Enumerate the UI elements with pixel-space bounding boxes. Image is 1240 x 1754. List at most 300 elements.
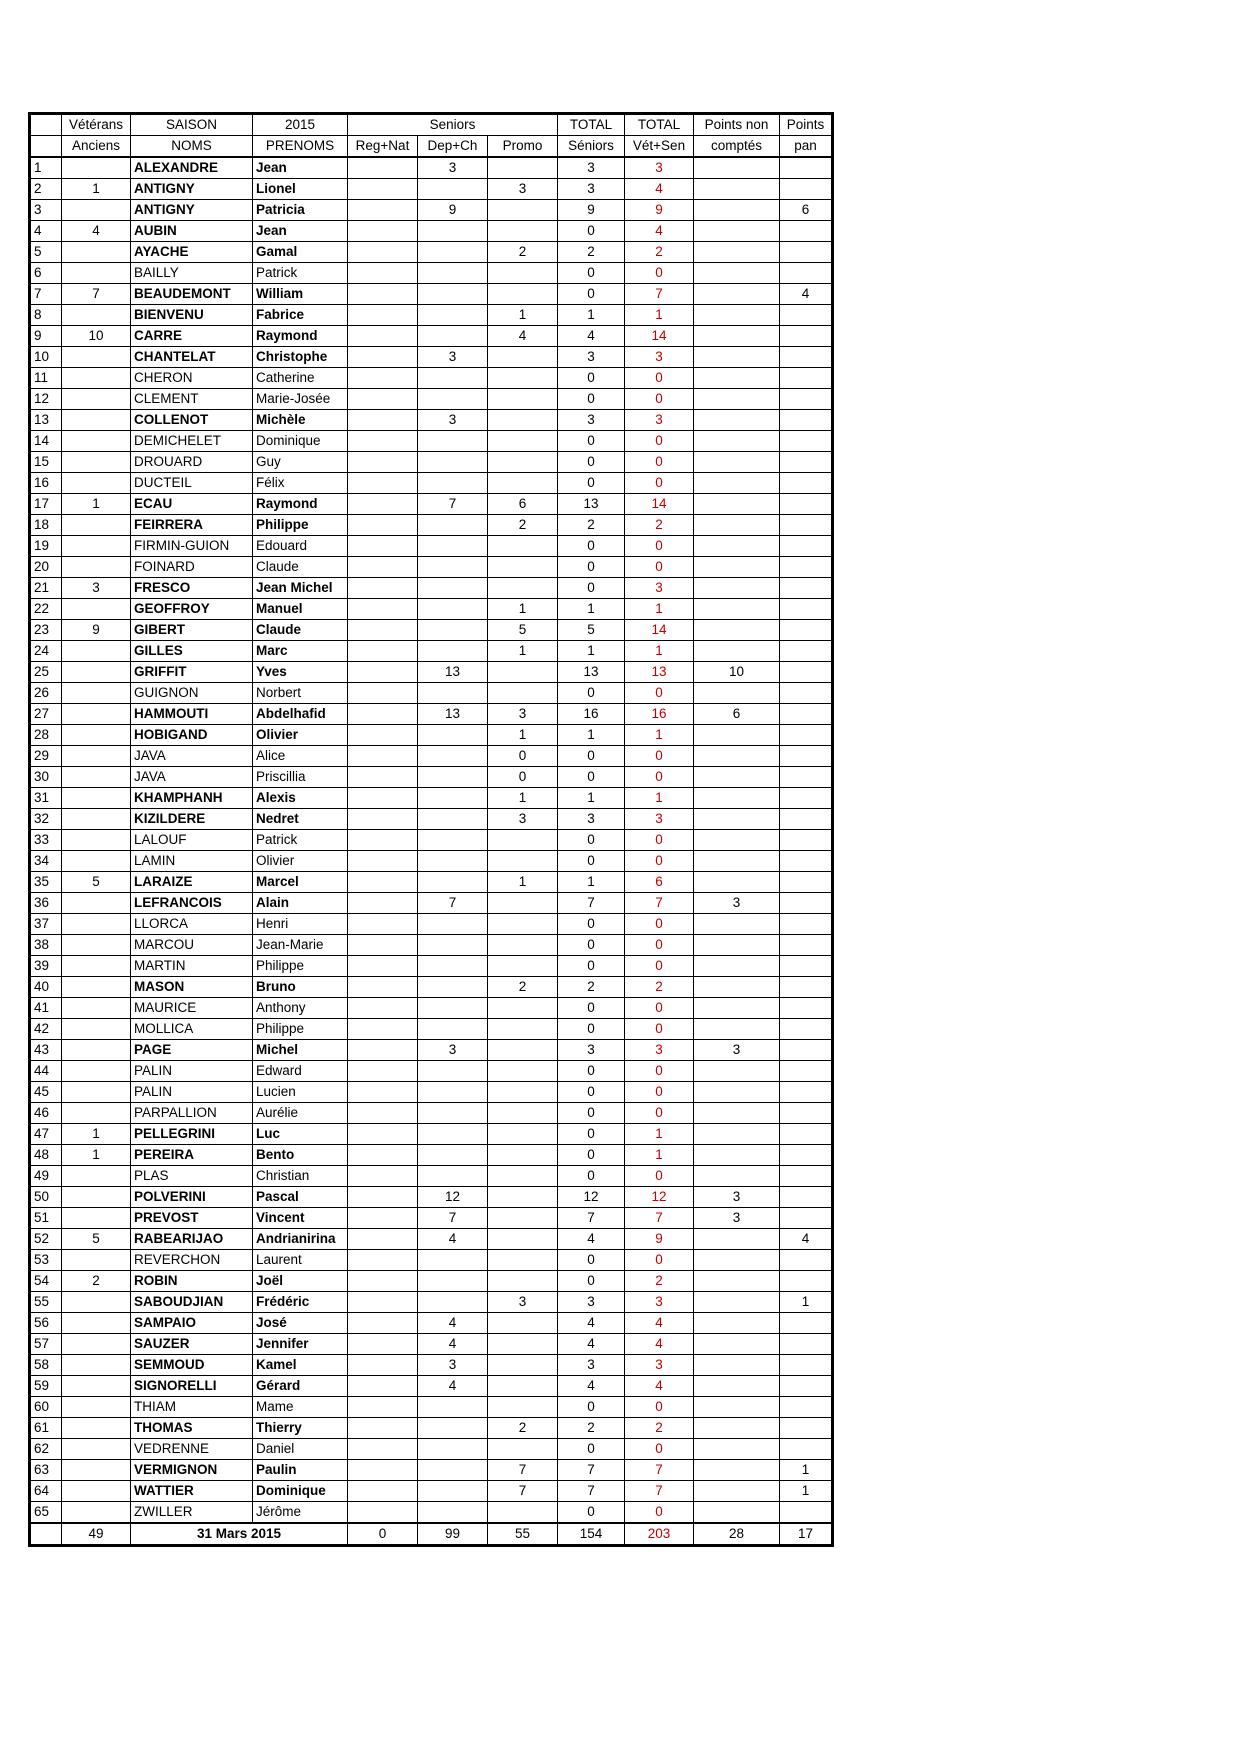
row-number: 5 xyxy=(30,242,62,263)
reg-nat-points xyxy=(348,1082,418,1103)
promo-points: 3 xyxy=(488,809,558,830)
dep-ch-points xyxy=(418,998,488,1019)
points-non-comptes xyxy=(694,368,780,389)
row-number: 16 xyxy=(30,473,62,494)
dep-ch-points: 4 xyxy=(418,1313,488,1334)
points-non-comptes xyxy=(694,1397,780,1418)
total-vet-sen: 1 xyxy=(625,305,694,326)
points-non-comptes xyxy=(694,263,780,284)
total-vet-sen: 3 xyxy=(625,1040,694,1061)
points-non-comptes: 3 xyxy=(694,1208,780,1229)
dep-ch-points xyxy=(418,599,488,620)
first-name: Anthony xyxy=(253,998,348,1019)
points-non-comptes xyxy=(694,1292,780,1313)
first-name: Jean Michel xyxy=(253,578,348,599)
last-name: ECAU xyxy=(131,494,253,515)
footer-total-seniors: 154 xyxy=(558,1523,625,1546)
row-number: 54 xyxy=(30,1271,62,1292)
first-name: Gamal xyxy=(253,242,348,263)
promo-points xyxy=(488,410,558,431)
veterans-points xyxy=(62,1103,131,1124)
last-name: JAVA xyxy=(131,767,253,788)
promo-points xyxy=(488,1313,558,1334)
points-pan xyxy=(780,1166,833,1187)
first-name: Abdelhafid xyxy=(253,704,348,725)
promo-points xyxy=(488,452,558,473)
promo-points xyxy=(488,1124,558,1145)
reg-nat-points xyxy=(348,557,418,578)
total-vet-sen: 4 xyxy=(625,1376,694,1397)
promo-points: 2 xyxy=(488,515,558,536)
total-vet-sen: 0 xyxy=(625,683,694,704)
points-non-comptes xyxy=(694,1313,780,1334)
first-name: Claude xyxy=(253,620,348,641)
points-pan xyxy=(780,557,833,578)
veterans-points xyxy=(62,788,131,809)
dep-ch-points xyxy=(418,1418,488,1439)
veterans-points xyxy=(62,1040,131,1061)
total-seniors: 3 xyxy=(558,179,625,200)
header-pan: pan xyxy=(780,136,833,158)
points-non-comptes xyxy=(694,221,780,242)
dep-ch-points xyxy=(418,935,488,956)
total-vet-sen: 3 xyxy=(625,809,694,830)
last-name: MARCOU xyxy=(131,935,253,956)
row-number: 34 xyxy=(30,851,62,872)
points-non-comptes xyxy=(694,179,780,200)
reg-nat-points xyxy=(348,851,418,872)
dep-ch-points xyxy=(418,1460,488,1481)
table-row xyxy=(30,452,833,473)
row-number: 56 xyxy=(30,1313,62,1334)
table-row xyxy=(30,1061,833,1082)
table-row xyxy=(30,683,833,704)
points-pan xyxy=(780,662,833,683)
veterans-points: 1 xyxy=(62,179,131,200)
total-vet-sen: 7 xyxy=(625,1208,694,1229)
dep-ch-points xyxy=(418,683,488,704)
last-name: GRIFFIT xyxy=(131,662,253,683)
reg-nat-points xyxy=(348,326,418,347)
total-seniors: 2 xyxy=(558,242,625,263)
first-name: Pascal xyxy=(253,1187,348,1208)
row-number: 8 xyxy=(30,305,62,326)
total-seniors: 2 xyxy=(558,977,625,998)
row-number: 46 xyxy=(30,1103,62,1124)
reg-nat-points xyxy=(348,452,418,473)
points-non-comptes xyxy=(694,725,780,746)
total-seniors: 3 xyxy=(558,1355,625,1376)
total-vet-sen: 14 xyxy=(625,494,694,515)
points-pan xyxy=(780,305,833,326)
reg-nat-points xyxy=(348,830,418,851)
points-pan xyxy=(780,1019,833,1040)
reg-nat-points xyxy=(348,1124,418,1145)
total-seniors: 0 xyxy=(558,1439,625,1460)
table-row xyxy=(30,578,833,599)
table-row xyxy=(30,851,833,872)
veterans-points: 4 xyxy=(62,221,131,242)
header-reg-nat: Reg+Nat xyxy=(348,136,418,158)
dep-ch-points xyxy=(418,956,488,977)
total-vet-sen: 0 xyxy=(625,1103,694,1124)
points-pan xyxy=(780,157,833,179)
last-name: HOBIGAND xyxy=(131,725,253,746)
total-seniors: 0 xyxy=(558,557,625,578)
total-seniors: 4 xyxy=(558,326,625,347)
total-vet-sen: 1 xyxy=(625,599,694,620)
dep-ch-points xyxy=(418,1166,488,1187)
first-name: Bento xyxy=(253,1145,348,1166)
points-pan: 1 xyxy=(780,1292,833,1313)
reg-nat-points xyxy=(348,725,418,746)
promo-points xyxy=(488,1229,558,1250)
total-seniors: 0 xyxy=(558,914,625,935)
first-name: Mame xyxy=(253,1397,348,1418)
reg-nat-points xyxy=(348,809,418,830)
total-seniors: 0 xyxy=(558,1166,625,1187)
total-seniors: 1 xyxy=(558,872,625,893)
veterans-points xyxy=(62,1334,131,1355)
first-name: Bruno xyxy=(253,977,348,998)
dep-ch-points: 13 xyxy=(418,662,488,683)
total-seniors: 0 xyxy=(558,389,625,410)
dep-ch-points xyxy=(418,242,488,263)
total-vet-sen: 6 xyxy=(625,872,694,893)
points-non-comptes xyxy=(694,284,780,305)
footer-total-vet-sen: 203 xyxy=(625,1523,694,1546)
promo-points xyxy=(488,1145,558,1166)
reg-nat-points xyxy=(348,200,418,221)
first-name: Jean-Marie xyxy=(253,935,348,956)
table-row xyxy=(30,1166,833,1187)
row-number: 40 xyxy=(30,977,62,998)
row-number: 27 xyxy=(30,704,62,725)
header-corner xyxy=(30,114,62,136)
reg-nat-points xyxy=(348,1460,418,1481)
row-number: 9 xyxy=(30,326,62,347)
first-name: Henri xyxy=(253,914,348,935)
points-non-comptes xyxy=(694,557,780,578)
reg-nat-points xyxy=(348,1040,418,1061)
total-seniors: 0 xyxy=(558,1250,625,1271)
row-number: 19 xyxy=(30,536,62,557)
last-name: MASON xyxy=(131,977,253,998)
table-row xyxy=(30,494,833,515)
promo-points xyxy=(488,284,558,305)
total-seniors: 0 xyxy=(558,746,625,767)
points-non-comptes xyxy=(694,1124,780,1145)
promo-points xyxy=(488,1082,558,1103)
table-row xyxy=(30,200,833,221)
veterans-points xyxy=(62,830,131,851)
last-name: DEMICHELET xyxy=(131,431,253,452)
total-seniors: 1 xyxy=(558,725,625,746)
dep-ch-points: 4 xyxy=(418,1376,488,1397)
total-vet-sen: 0 xyxy=(625,830,694,851)
header-dep-ch: Dep+Ch xyxy=(418,136,488,158)
veterans-points xyxy=(62,1355,131,1376)
table-row xyxy=(30,1460,833,1481)
total-seniors: 0 xyxy=(558,683,625,704)
points-pan xyxy=(780,767,833,788)
table-row xyxy=(30,305,833,326)
last-name: KHAMPHANH xyxy=(131,788,253,809)
promo-points: 0 xyxy=(488,767,558,788)
veterans-points xyxy=(62,599,131,620)
veterans-points xyxy=(62,998,131,1019)
table-row xyxy=(30,179,833,200)
dep-ch-points xyxy=(418,179,488,200)
table-row xyxy=(30,368,833,389)
reg-nat-points xyxy=(348,935,418,956)
total-vet-sen: 0 xyxy=(625,998,694,1019)
veterans-points xyxy=(62,725,131,746)
table-row xyxy=(30,410,833,431)
dep-ch-points xyxy=(418,326,488,347)
total-seniors: 7 xyxy=(558,1208,625,1229)
last-name: VERMIGNON xyxy=(131,1460,253,1481)
points-pan xyxy=(780,1061,833,1082)
points-non-comptes xyxy=(694,1271,780,1292)
table-row xyxy=(30,557,833,578)
promo-points xyxy=(488,662,558,683)
reg-nat-points xyxy=(348,788,418,809)
total-vet-sen: 0 xyxy=(625,263,694,284)
reg-nat-points xyxy=(348,1229,418,1250)
first-name: Claude xyxy=(253,557,348,578)
row-number: 26 xyxy=(30,683,62,704)
last-name: PALIN xyxy=(131,1082,253,1103)
last-name: ANTIGNY xyxy=(131,179,253,200)
total-seniors: 5 xyxy=(558,620,625,641)
first-name: Kamel xyxy=(253,1355,348,1376)
row-number: 4 xyxy=(30,221,62,242)
table-row xyxy=(30,1502,833,1524)
dep-ch-points xyxy=(418,872,488,893)
total-vet-sen: 9 xyxy=(625,1229,694,1250)
first-name: Michèle xyxy=(253,410,348,431)
points-non-comptes xyxy=(694,473,780,494)
total-seniors: 1 xyxy=(558,641,625,662)
last-name: DUCTEIL xyxy=(131,473,253,494)
row-number: 28 xyxy=(30,725,62,746)
points-non-comptes xyxy=(694,1019,780,1040)
veterans-points xyxy=(62,1208,131,1229)
table-row xyxy=(30,725,833,746)
total-seniors: 3 xyxy=(558,1292,625,1313)
promo-points xyxy=(488,998,558,1019)
dep-ch-points xyxy=(418,389,488,410)
first-name: Thierry xyxy=(253,1418,348,1439)
dep-ch-points xyxy=(418,263,488,284)
points-pan xyxy=(780,872,833,893)
points-non-comptes xyxy=(694,536,780,557)
row-number: 41 xyxy=(30,998,62,1019)
reg-nat-points xyxy=(348,599,418,620)
first-name: Lionel xyxy=(253,179,348,200)
veterans-points xyxy=(62,704,131,725)
promo-points xyxy=(488,221,558,242)
dep-ch-points: 3 xyxy=(418,410,488,431)
last-name: CHANTELAT xyxy=(131,347,253,368)
points-pan xyxy=(780,788,833,809)
total-seniors: 0 xyxy=(558,1082,625,1103)
veterans-points xyxy=(62,1082,131,1103)
row-number: 7 xyxy=(30,284,62,305)
row-number: 59 xyxy=(30,1376,62,1397)
table-row xyxy=(30,1334,833,1355)
veterans-points xyxy=(62,1019,131,1040)
points-pan xyxy=(780,935,833,956)
total-vet-sen: 0 xyxy=(625,1439,694,1460)
row-number: 10 xyxy=(30,347,62,368)
promo-points: 3 xyxy=(488,1292,558,1313)
row-number: 61 xyxy=(30,1418,62,1439)
points-pan xyxy=(780,221,833,242)
table-row xyxy=(30,1481,833,1502)
dep-ch-points xyxy=(418,788,488,809)
first-name: Félix xyxy=(253,473,348,494)
promo-points xyxy=(488,1061,558,1082)
points-pan xyxy=(780,1040,833,1061)
reg-nat-points xyxy=(348,473,418,494)
dep-ch-points xyxy=(418,641,488,662)
row-number: 25 xyxy=(30,662,62,683)
table-row xyxy=(30,473,833,494)
promo-points: 2 xyxy=(488,1418,558,1439)
veterans-points xyxy=(62,263,131,284)
points-pan xyxy=(780,725,833,746)
reg-nat-points xyxy=(348,1208,418,1229)
points-non-comptes xyxy=(694,746,780,767)
veterans-points xyxy=(62,1502,131,1524)
first-name: Jean xyxy=(253,221,348,242)
first-name: Olivier xyxy=(253,725,348,746)
row-number: 13 xyxy=(30,410,62,431)
table-row xyxy=(30,263,833,284)
reg-nat-points xyxy=(348,305,418,326)
points-non-comptes xyxy=(694,641,780,662)
total-seniors: 0 xyxy=(558,935,625,956)
last-name: BIENVENU xyxy=(131,305,253,326)
total-vet-sen: 0 xyxy=(625,368,694,389)
veterans-points: 1 xyxy=(62,1124,131,1145)
last-name: LEFRANCOIS xyxy=(131,893,253,914)
dep-ch-points xyxy=(418,620,488,641)
points-non-comptes xyxy=(694,977,780,998)
points-pan xyxy=(780,368,833,389)
points-non-comptes xyxy=(694,1250,780,1271)
dep-ch-points xyxy=(418,1292,488,1313)
first-name: Dominique xyxy=(253,431,348,452)
last-name: MAURICE xyxy=(131,998,253,1019)
points-pan: 4 xyxy=(780,1229,833,1250)
table-row xyxy=(30,157,833,179)
total-seniors: 3 xyxy=(558,809,625,830)
total-vet-sen: 12 xyxy=(625,1187,694,1208)
table-row xyxy=(30,935,833,956)
last-name: REVERCHON xyxy=(131,1250,253,1271)
total-seniors: 0 xyxy=(558,1124,625,1145)
dep-ch-points xyxy=(418,1439,488,1460)
promo-points: 3 xyxy=(488,704,558,725)
last-name: AYACHE xyxy=(131,242,253,263)
dep-ch-points xyxy=(418,368,488,389)
points-non-comptes xyxy=(694,1166,780,1187)
first-name: Marie-Josée xyxy=(253,389,348,410)
total-vet-sen: 1 xyxy=(625,725,694,746)
last-name: LLORCA xyxy=(131,914,253,935)
veterans-points xyxy=(62,452,131,473)
points-pan xyxy=(780,1313,833,1334)
points-non-comptes xyxy=(694,410,780,431)
points-pan xyxy=(780,347,833,368)
points-pan xyxy=(780,410,833,431)
points-non-comptes xyxy=(694,1439,780,1460)
total-seniors: 0 xyxy=(558,578,625,599)
table-row xyxy=(30,1439,833,1460)
points-non-comptes xyxy=(694,788,780,809)
total-vet-sen: 7 xyxy=(625,1481,694,1502)
dep-ch-points xyxy=(418,452,488,473)
row-number: 57 xyxy=(30,1334,62,1355)
promo-points xyxy=(488,1502,558,1524)
dep-ch-points xyxy=(418,1481,488,1502)
points-pan xyxy=(780,1418,833,1439)
reg-nat-points xyxy=(348,872,418,893)
table-row xyxy=(30,998,833,1019)
first-name: Edward xyxy=(253,1061,348,1082)
reg-nat-points xyxy=(348,641,418,662)
dep-ch-points xyxy=(418,578,488,599)
row-number: 21 xyxy=(30,578,62,599)
points-pan xyxy=(780,1271,833,1292)
reg-nat-points xyxy=(348,1355,418,1376)
table-row xyxy=(30,326,833,347)
total-vet-sen: 3 xyxy=(625,1292,694,1313)
points-pan xyxy=(780,977,833,998)
dep-ch-points: 3 xyxy=(418,347,488,368)
dep-ch-points xyxy=(418,515,488,536)
dep-ch-points: 3 xyxy=(418,1355,488,1376)
reg-nat-points xyxy=(348,242,418,263)
promo-points xyxy=(488,935,558,956)
table-row xyxy=(30,1019,833,1040)
dep-ch-points xyxy=(418,977,488,998)
points-pan xyxy=(780,578,833,599)
row-number: 24 xyxy=(30,641,62,662)
veterans-points xyxy=(62,242,131,263)
promo-points xyxy=(488,200,558,221)
reg-nat-points xyxy=(348,1250,418,1271)
row-number: 38 xyxy=(30,935,62,956)
row-number: 36 xyxy=(30,893,62,914)
points-non-comptes xyxy=(694,683,780,704)
reg-nat-points xyxy=(348,263,418,284)
reg-nat-points xyxy=(348,494,418,515)
last-name: ZWILLER xyxy=(131,1502,253,1524)
table-row xyxy=(30,1313,833,1334)
table-row xyxy=(30,746,833,767)
header-seniors-2: Séniors xyxy=(558,136,625,158)
first-name: Yves xyxy=(253,662,348,683)
dep-ch-points: 12 xyxy=(418,1187,488,1208)
last-name: MARTIN xyxy=(131,956,253,977)
total-seniors: 13 xyxy=(558,494,625,515)
total-seniors: 0 xyxy=(558,830,625,851)
dep-ch-points xyxy=(418,914,488,935)
